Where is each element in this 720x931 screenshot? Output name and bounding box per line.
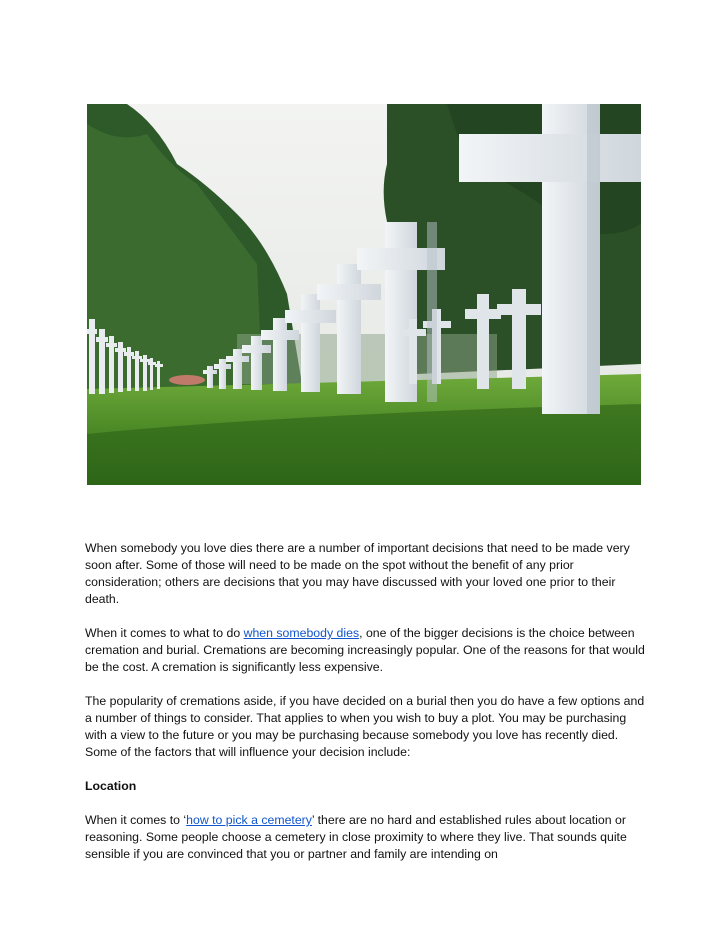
location-heading: Location [85, 779, 137, 793]
p4-text-before: When it comes to ‘ [85, 813, 187, 827]
p2-text-after: , one of the bigger decisions is the choice between cremation and burial. Cremations are becoming increasingly popular. One of the reasons for that would be the cost. A cremation is significantly less expensive. [85, 626, 645, 674]
p4-text-after: ’ there are no hard and established rules about location or reasoning. Some people choose a cemetery in close proximity to where they live. That sounds quite sensible if you are convinced that you or partner and family are intending on [85, 813, 627, 861]
paragraph-burial-options: The popularity of cremations aside, if you have decided on a burial then you do have a few options and a number of things to consider. That applies to when you wish to buy a plot. You may be purchasing with a view to the future or you may be purchasing because somebody you love has recently died. Some of the factors that will influence your decision include: [85, 694, 645, 759]
paragraph-cremation [85, 625, 645, 676]
paragraph-intro: When somebody you love dies there are a number of important decisions that need to be made very soon after. Some of those will need to be made on the spot without the benefit of any prior consideration; others are decisions that you may have discussed with your loved one prior to their death. [85, 541, 630, 606]
how-to-pick-a-cemetery-link[interactable]: how to pick a cemetery [186, 813, 312, 827]
cemetery-photo [87, 104, 641, 485]
paragraph-location [85, 812, 645, 863]
article-body [85, 540, 645, 863]
p2-text-before: When it comes to what to do [85, 626, 244, 640]
when-somebody-dies-link[interactable]: when somebody dies [243, 626, 360, 640]
